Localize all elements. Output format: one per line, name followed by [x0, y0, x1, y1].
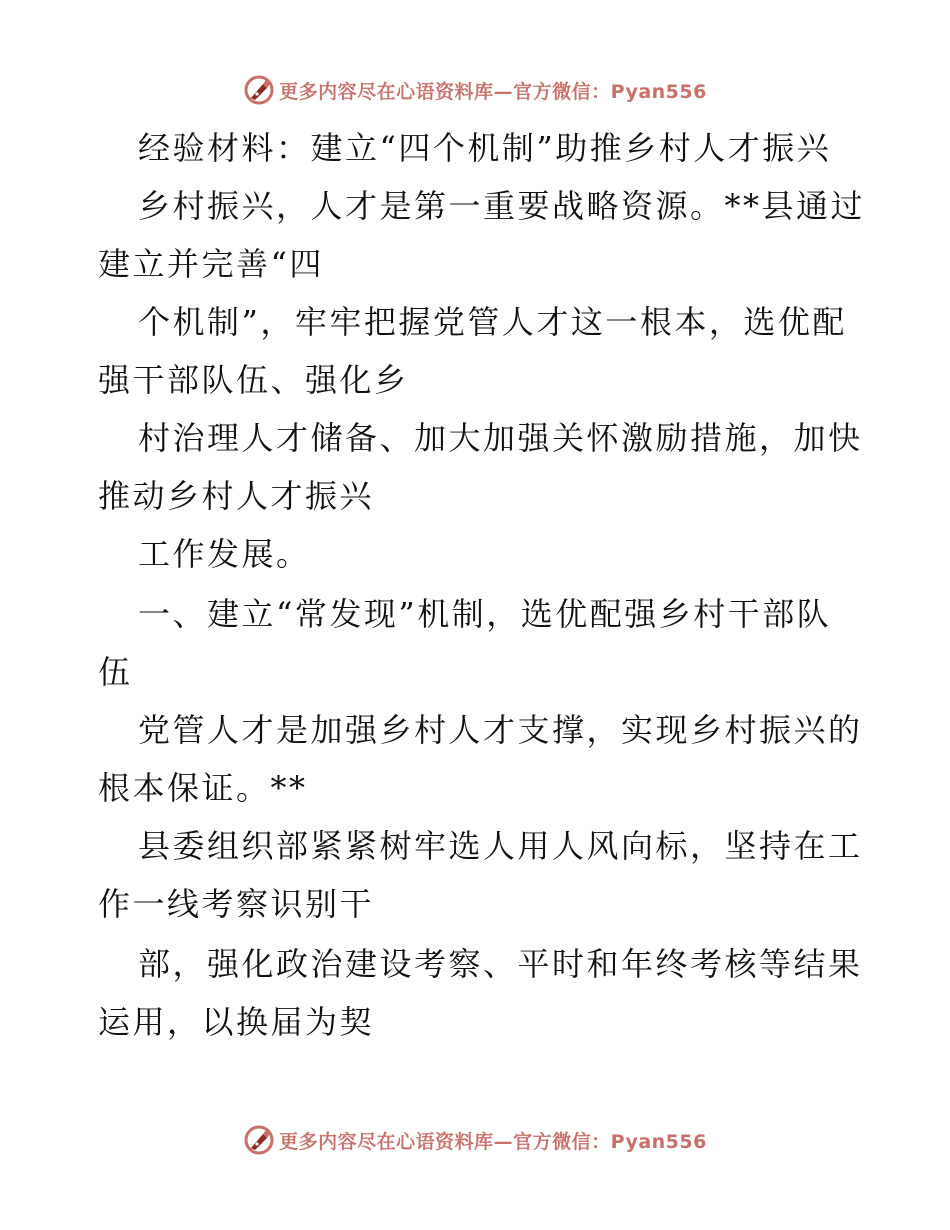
paragraph-line: 强干部队伍、强化乡: [98, 361, 409, 399]
pen-nib-logo-icon: [243, 1124, 275, 1156]
paragraph-line: 作一线考察识别干: [98, 885, 375, 923]
banner-wechat-id: Pyan556: [610, 80, 707, 103]
banner-text: [279, 1127, 707, 1154]
section-heading: 一、建立“常发现”机制，选优配强乡村干部队: [138, 595, 832, 633]
paragraph-line: 党管人才是加强乡村人才支撑，实现乡村振兴的: [138, 711, 863, 749]
paragraph-line: 个机制”，牢牢把握党管人才这一根本，选优配: [138, 303, 847, 341]
banner-text-cn: 更多内容尽在心语资料库—官方微信：: [279, 1130, 611, 1153]
banner-wechat-id: Pyan556: [610, 1130, 707, 1153]
banner-text-cn: 更多内容尽在心语资料库—官方微信：: [279, 80, 611, 103]
paragraph-line: 运用，以换届为契: [98, 1003, 375, 1041]
paragraph-line: 根本保证。**: [98, 769, 308, 807]
paragraph-line: 乡村振兴，人才是第一重要战略资源。**县通过: [138, 187, 866, 225]
paragraph-line: 工作发展。: [138, 535, 311, 573]
document-title: 经验材料：建立“四个机制”助推乡村人才振兴: [138, 129, 832, 167]
paragraph-line: 县委组织部紧紧树牢选人用人风向标，坚持在工: [138, 827, 863, 865]
paragraph-line: 村治理人才储备、加大加强关怀激励措施，加快: [138, 419, 863, 457]
footer-banner: [0, 1120, 950, 1160]
paragraph-line: 推动乡村人才振兴: [98, 477, 375, 515]
paragraph-line: 部，强化政治建设考察、平时和年终考核等结果: [138, 945, 863, 983]
section-heading: 伍: [98, 653, 133, 691]
paragraph-line: 建立并完善“四: [98, 245, 324, 283]
